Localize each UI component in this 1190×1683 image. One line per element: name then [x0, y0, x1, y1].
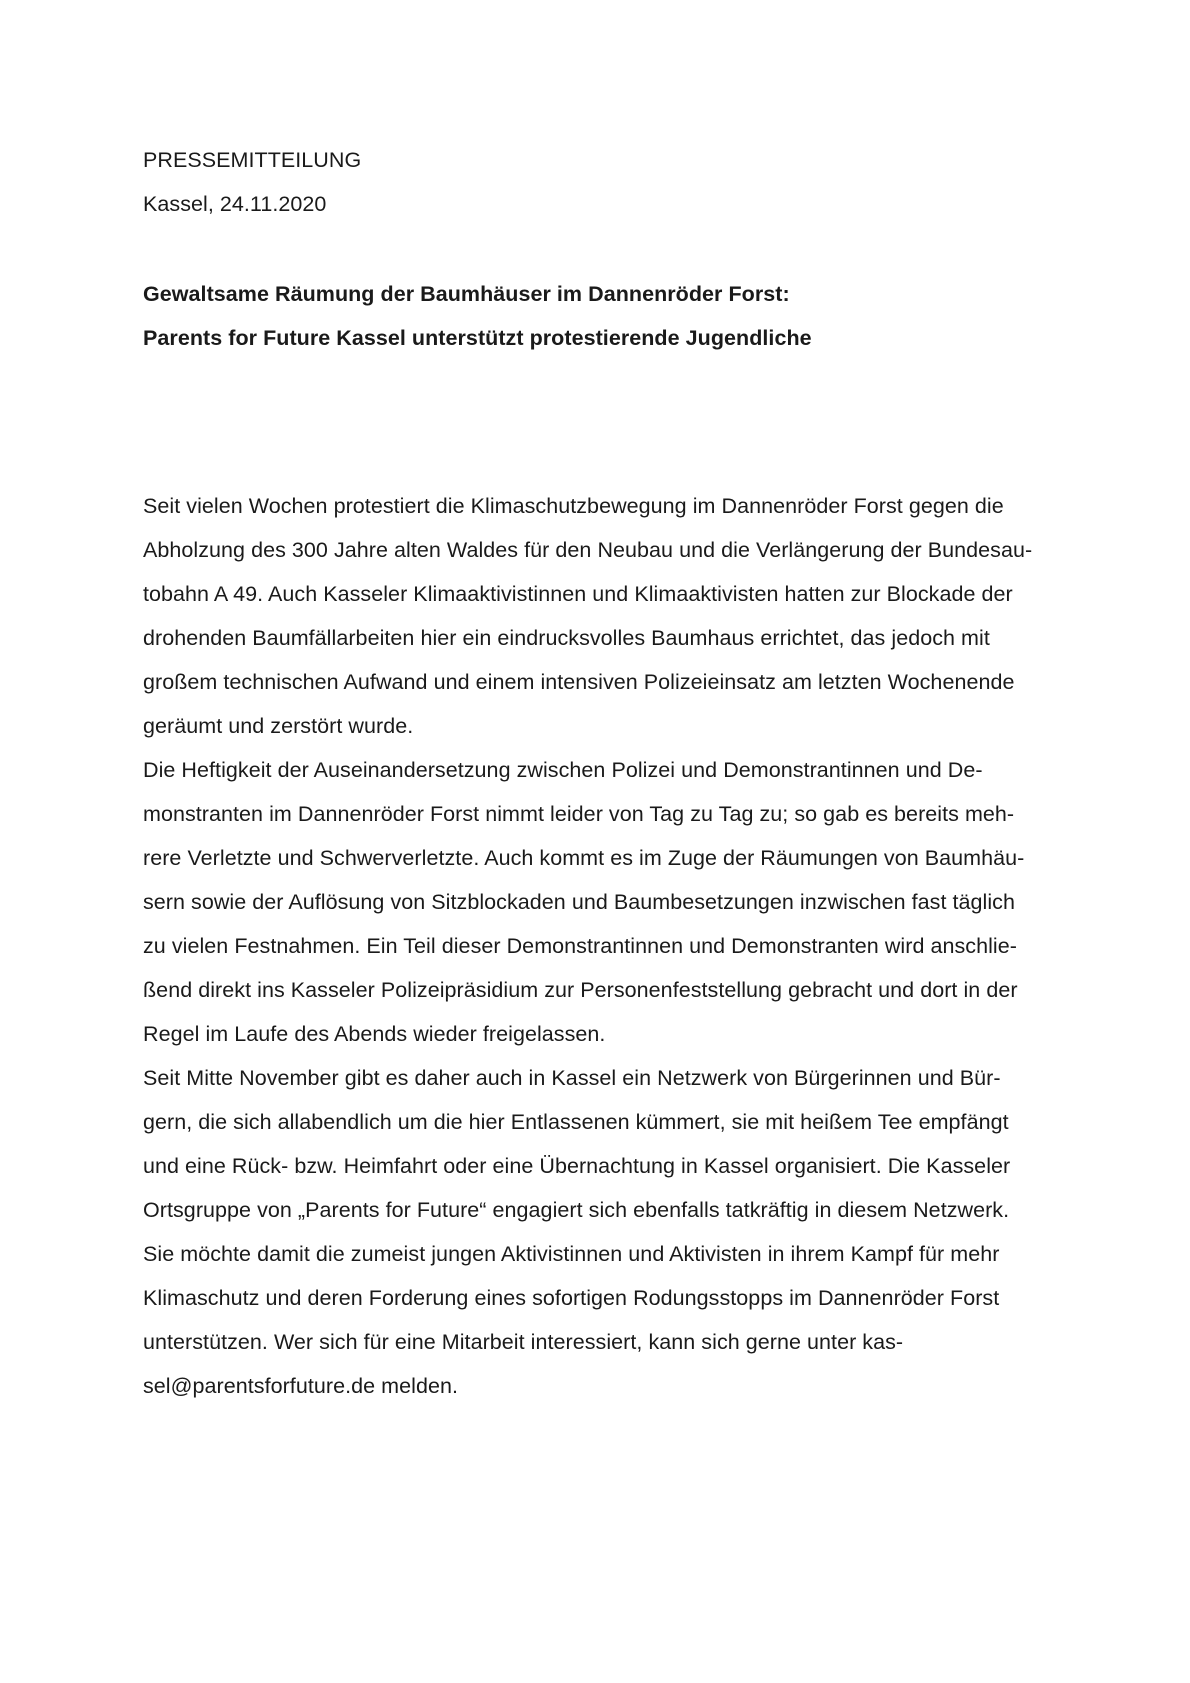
body-line: Abholzung des 300 Jahre alten Waldes für den Neubau und die Verlängerung der Bundesau-: [143, 538, 1033, 562]
body-line: Seit Mitte November gibt es daher auch in Kassel ein Netzwerk von Bürgerinnen und Bür-: [143, 1066, 1001, 1090]
headline-line-1: Gewaltsame Räumung der Baumhäuser im Dannenröder Forst:: [143, 282, 790, 306]
body-line: Ortsgruppe von „Parents for Future“ engagiert sich ebenfalls tatkräftig in diesem Netzwerk.: [143, 1198, 1010, 1222]
body-line: rere Verletzte und Schwerverletzte. Auch kommt es im Zuge der Räumungen von Baumhäu-: [143, 846, 1025, 870]
body-text: [143, 484, 1053, 1408]
body-line: ßend direkt ins Kasseler Polizeipräsidium zur Personenfeststellung gebracht und dort in der: [143, 978, 1018, 1002]
body-line: Regel im Laufe des Abends wieder freigelassen.: [143, 1022, 606, 1046]
body-line: und eine Rück- bzw. Heimfahrt oder eine Übernachtung in Kassel organisiert. Die Kasseler: [143, 1154, 1011, 1178]
body-line: Die Heftigkeit der Auseinandersetzung zwischen Polizei und Demonstrantinnen und De-: [143, 758, 983, 782]
headline-line-2: Parents for Future Kassel unterstützt protestierende Jugendliche: [143, 326, 812, 350]
spacer: [143, 360, 1053, 484]
document-label: PRESSEMITTEILUNG: [143, 148, 362, 172]
press-release-content: [143, 138, 1053, 1408]
body-line: Klimaschutz und deren Forderung eines sofortigen Rodungsstopps im Dannenröder Forst: [143, 1286, 1000, 1310]
body-line: gern, die sich allabendlich um die hier Entlassenen kümmert, sie mit heißem Tee empfängt: [143, 1110, 1009, 1134]
body-line: unterstützen. Wer sich für eine Mitarbeit interessiert, kann sich gerne unter kas-: [143, 1330, 904, 1354]
body-line: tobahn A 49. Auch Kasseler Klimaaktivistinnen und Klimaaktivisten hatten zur Blockade der: [143, 582, 1013, 606]
body-line: großem technischen Aufwand und einem intensiven Polizeieinsatz am letzten Wochenende: [143, 670, 1015, 694]
body-line: sel@parentsforfuture.de melden.: [143, 1374, 458, 1398]
body-line: drohenden Baumfällarbeiten hier ein eindrucksvolles Baumhaus errichtet, das jedoch mit: [143, 626, 990, 650]
place-date: Kassel, 24.11.2020: [143, 192, 327, 216]
body-line: Seit vielen Wochen protestiert die Klimaschutzbewegung im Dannenröder Forst gegen die: [143, 494, 1004, 518]
body-line: geräumt und zerstört wurde.: [143, 714, 414, 738]
body-line: sern sowie der Auflösung von Sitzblockaden und Baumbesetzungen inzwischen fast täglich: [143, 890, 1015, 914]
body-line: zu vielen Festnahmen. Ein Teil dieser Demonstrantinnen und Demonstranten wird anschlie-: [143, 934, 1017, 958]
body-line: monstranten im Dannenröder Forst nimmt leider von Tag zu Tag zu; so gab es bereits meh-: [143, 802, 1015, 826]
spacer: [143, 226, 1053, 272]
body-line: Sie möchte damit die zumeist jungen Aktivistinnen und Aktivisten in ihrem Kampf für mehr: [143, 1242, 1000, 1266]
